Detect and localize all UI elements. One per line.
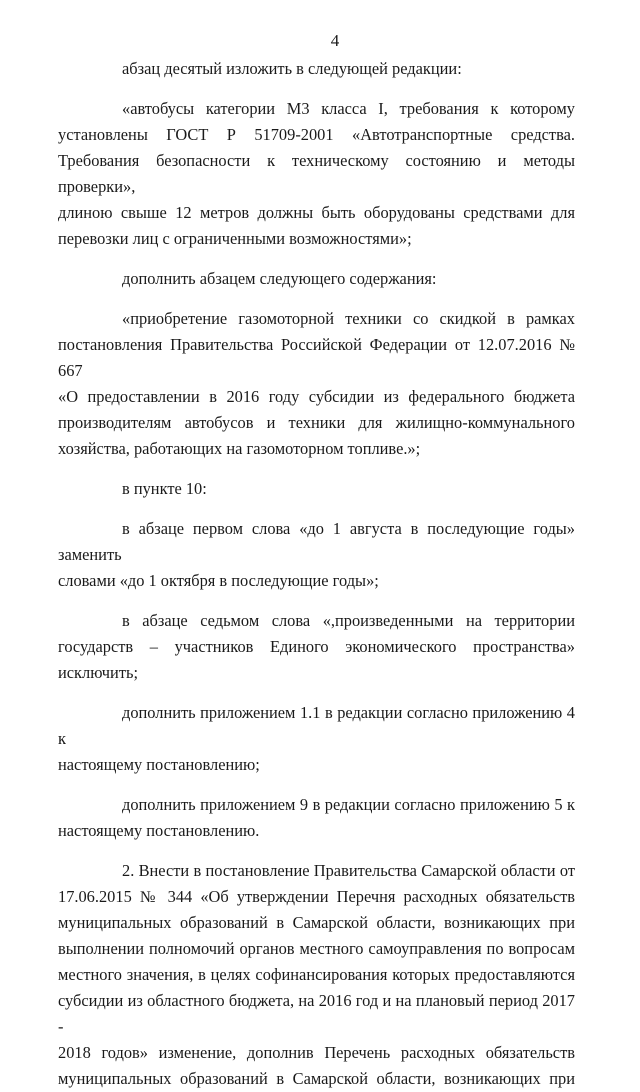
text-line: постановления Правительства Российской Федерации от 12.07.2016 № 667 [58,335,575,380]
page-number: 4 [330,31,340,50]
text-line: настоящему постановлению; [58,755,260,774]
text-line: «приобретение газомоторной техники со скидкой в рамках [122,309,575,328]
paragraph-8 [58,700,575,778]
text-line: дополнить приложением 9 в редакции согласно приложению 5 к [122,795,575,814]
paragraph-10 [58,858,575,1092]
text-line: длиною свыше 12 метров должны быть оборудованы средствами для [58,203,575,222]
text-line: субсидии из областного бюджета, на 2016 год и на плановый период 2017 - [58,991,575,1036]
paragraph-7 [58,608,575,686]
text-line: муниципальных образований в Самарской области, возникающих при [58,1069,575,1088]
text-line: «О предоставлении в 2016 году субсидии из федерального бюджета [58,387,575,406]
text-line: производителям автобусов и техники для жилищно-коммунального [58,413,575,432]
text-line: 2018 годов» изменение, дополнив Перечень расходных обязательств [58,1043,575,1062]
text-line: хозяйства, работающих на газомоторном топливе.»; [58,439,421,458]
text-line: в абзаце седьмом слова «,произведенными на территории [122,611,575,630]
text-line: установлены ГОСТ Р 51709-2001 «Автотранспортные средства. [58,125,575,144]
text-line: в пункте 10: [122,479,207,498]
paragraph-3 [58,266,575,292]
text-line: абзац десятый изложить в следующей редакции: [122,59,462,78]
text-line: настоящему постановлению. [58,821,260,840]
text-line: государств – участников Единого экономического пространства» [58,637,575,656]
text-line: муниципальных образований в Самарской области, возникающих при [58,913,575,932]
text-line: дополнить абзацем следующего содержания: [122,269,437,288]
document-body [58,56,575,1092]
text-line: исключить; [58,663,139,682]
paragraph-5 [58,476,575,502]
text-line: «автобусы категории М3 класса I, требования к которому [122,99,575,118]
text-line: Требования безопасности к техническому состоянию и методы проверки», [58,151,575,196]
paragraph-6 [58,516,575,594]
text-line: дополнить приложением 1.1 в редакции согласно приложению 4 к [58,703,575,748]
paragraph-1 [58,56,575,82]
paragraph-2 [58,96,575,252]
paragraph-4 [58,306,575,462]
text-line: местного значения, в целях софинансирования которых предоставляются [58,965,575,984]
text-line: выполнении полномочий органов местного самоуправления по вопросам [58,939,575,958]
text-line: 2. Внести в постановление Правительства Самарской области от [122,861,575,880]
text-line: перевозки лиц с ограниченными возможностями»; [58,229,412,248]
text-line: 17.06.2015 № 344 «Об утверждении Перечня расходных обязательств [58,887,575,906]
text-line: словами «до 1 октября в последующие годы»; [58,571,379,590]
paragraph-9 [58,792,575,844]
text-line: в абзаце первом слова «до 1 августа в последующие годы» заменить [58,519,575,564]
